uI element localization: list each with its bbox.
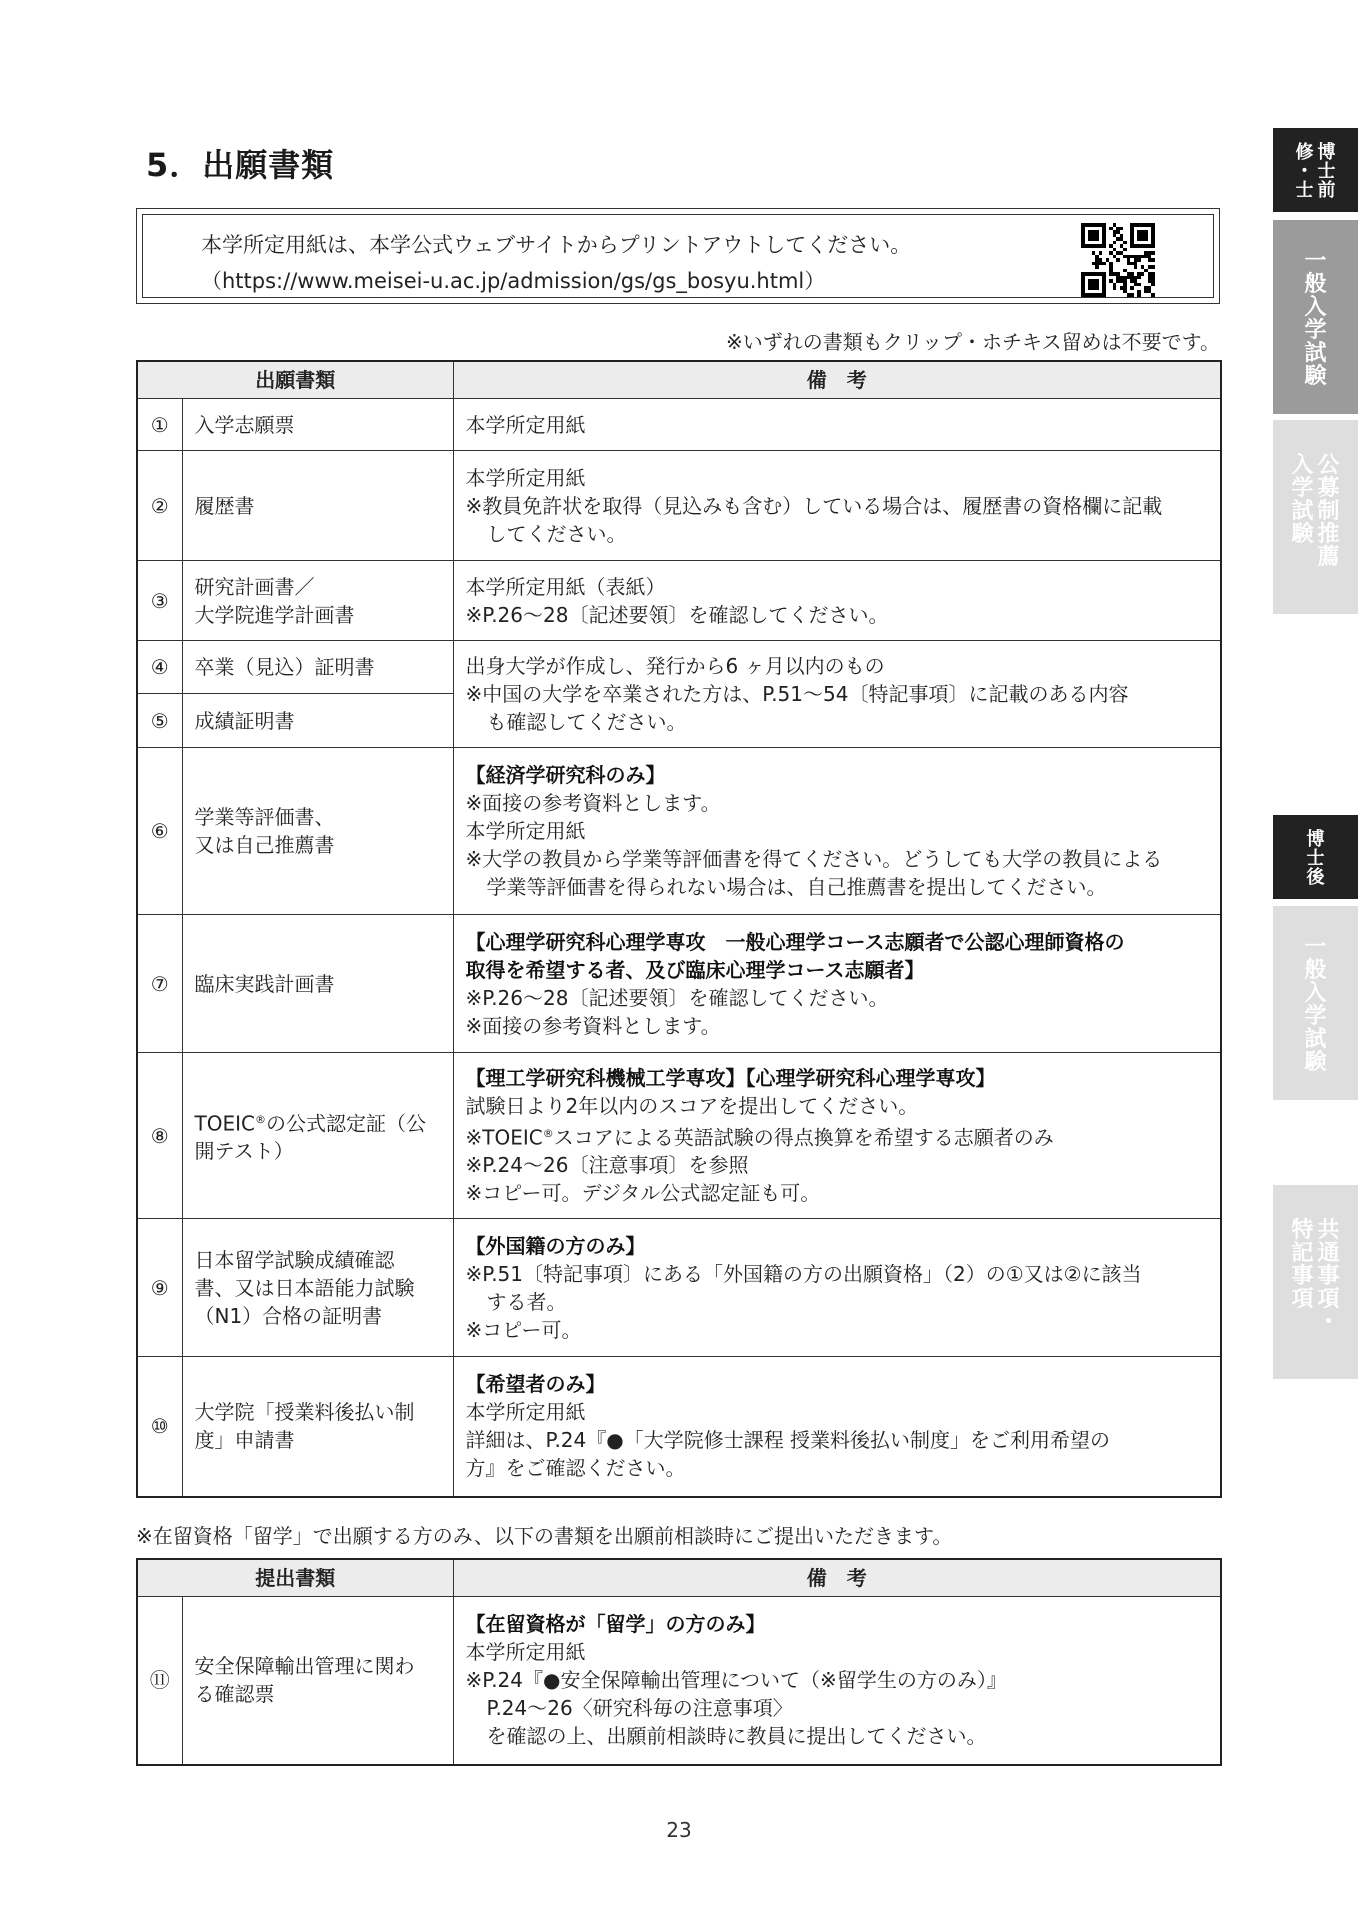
name-line: （N1）合格の証明書 — [194, 1303, 383, 1328]
side-tab-char: 学 — [1291, 476, 1314, 502]
side-tab-column — [1318, 144, 1336, 201]
name-line: 度」申請書 — [194, 1428, 295, 1453]
remark-text: スコアによる英語試験の得点換算を希望する志願者のみ — [553, 1125, 1054, 1150]
remark-line: 方』をご確認ください。 — [465, 1456, 686, 1481]
document-name — [182, 561, 453, 641]
side-tab-column — [1304, 936, 1326, 1075]
document-name — [182, 1053, 453, 1219]
table-header — [137, 361, 1221, 399]
name-line: 学業等評価書、 — [194, 805, 335, 829]
qr-module — [1095, 286, 1099, 290]
remark-heading: 【経済学研究科のみ】 — [465, 763, 666, 787]
remark-line: 学業等評価書を得られない場合は、自己推薦書を提出してください。 — [486, 875, 1107, 899]
side-tab[interactable] — [1273, 815, 1358, 899]
side-tab-char: 入 — [1304, 981, 1327, 1007]
side-tab-char: 事 — [1317, 1264, 1340, 1290]
name-line: 大学院「授業料後払い制 — [194, 1400, 415, 1425]
side-tab[interactable] — [1273, 906, 1358, 1100]
qr-module — [1130, 286, 1134, 290]
side-tab-char: 験 — [1304, 1050, 1327, 1076]
qr-module — [1141, 272, 1145, 276]
side-tab-char: 推 — [1317, 522, 1340, 548]
side-tab-char: 項 — [1317, 1287, 1340, 1313]
remark-line: ※面接の参考資料とします。 — [465, 1013, 721, 1038]
side-tab-char: 試 — [1291, 499, 1314, 525]
document-name: 入学志願票 — [182, 399, 453, 451]
document-name: 履歴書 — [182, 451, 453, 561]
remark-line: 本学所定用紙 — [465, 1640, 586, 1665]
qr-module — [1137, 258, 1141, 262]
qr-module — [1151, 265, 1155, 269]
side-tab-label — [1291, 454, 1339, 569]
row-number: ⑩ — [137, 1357, 182, 1497]
name-line: 又は自己推薦書 — [194, 833, 335, 857]
document-name — [182, 1597, 453, 1765]
side-tab-column — [1296, 144, 1314, 201]
application-documents-table — [136, 360, 1222, 1498]
remark-line: 詳細は、P.24『●「大学院修士課程 授業料後払い制度」をご利用希望の — [465, 1428, 1111, 1453]
side-tab-char: 士 — [1295, 179, 1314, 201]
qr-module — [1130, 293, 1134, 297]
row-number: ④ — [137, 641, 182, 694]
qr-module — [1102, 244, 1106, 248]
name-line: 大学院進学計画書 — [194, 602, 355, 627]
remark-heading: 【外国籍の方のみ】 — [465, 1233, 646, 1258]
table-row — [137, 641, 1221, 694]
remark-line: 本学所定用紙 — [465, 412, 586, 437]
remark-line: を確認の上、出願前相談時に教員に提出してください。 — [486, 1724, 987, 1749]
remark-line: ※コピー可。デジタル公式認定証も可。 — [465, 1181, 821, 1206]
remark-line — [466, 1120, 1211, 1152]
qr-module — [1116, 258, 1120, 262]
remarks — [453, 1219, 1221, 1357]
row-number: ⑥ — [137, 748, 182, 915]
side-tab-char: 士 — [1317, 160, 1336, 182]
remarks — [453, 1357, 1221, 1497]
side-tab-char: 博 — [1306, 829, 1325, 850]
qr-module — [1137, 283, 1141, 287]
table-row — [137, 1597, 1221, 1765]
remark-text: ※TOEIC — [465, 1125, 543, 1150]
remark-line: ※コピー可。 — [465, 1317, 582, 1342]
qr-module — [1137, 276, 1141, 280]
remark-line: 本学所定用紙 — [465, 1400, 586, 1425]
notice-text: 本学所定用紙は、本学公式ウェブサイトからプリントアウトしてください。 — [201, 233, 912, 257]
qr-module — [1113, 286, 1117, 290]
name-line — [195, 1106, 445, 1138]
qr-module — [1151, 283, 1155, 287]
name-text: TOEIC — [194, 1111, 255, 1136]
qr-module — [1095, 237, 1099, 241]
side-tab-char: 事 — [1291, 1264, 1314, 1290]
remarks — [453, 399, 1221, 451]
side-tab-column — [1318, 1219, 1340, 1334]
name-line: 書、又は日本語能力試験 — [194, 1275, 415, 1300]
document-name: 臨床実践計画書 — [182, 915, 453, 1053]
remark-line: 本学所定用紙 — [465, 819, 586, 843]
remarks — [453, 451, 1221, 561]
side-tab-char: 一 — [1304, 935, 1327, 960]
side-tab-char: 共 — [1317, 1218, 1340, 1243]
document-name: 卒業（見込）証明書 — [182, 641, 453, 694]
qr-code-icon — [1081, 223, 1155, 297]
remark-line: ※面接の参考資料とします。 — [465, 791, 721, 815]
page-number: 23 — [666, 1818, 692, 1842]
remarks — [453, 748, 1221, 915]
qr-module — [1102, 262, 1106, 266]
table-row — [137, 451, 1221, 561]
side-tab-char: 入 — [1291, 453, 1314, 478]
qr-module — [1151, 258, 1155, 262]
remark-line: 出身大学が作成し、発行から6 ヶ月以内のもの — [465, 654, 885, 678]
side-tab[interactable] — [1273, 128, 1358, 212]
side-tab-char: 前 — [1317, 179, 1336, 201]
remark-line: ※P.51〔特記事項〕にある「外国籍の方の出願資格」（2）の①又は②に該当 — [465, 1261, 1142, 1286]
side-tab-char: 後 — [1306, 866, 1325, 888]
side-tab-char: 公 — [1317, 453, 1340, 478]
section-heading: 5．出願書類 — [146, 146, 335, 184]
row-number: ③ — [137, 561, 182, 641]
side-tab-char: 薦 — [1317, 545, 1340, 571]
side-tab-char: 募 — [1317, 476, 1340, 502]
name-line: る確認票 — [194, 1682, 275, 1707]
qr-module — [1137, 293, 1141, 297]
table-header — [137, 1559, 1221, 1597]
side-tab-label — [1307, 831, 1325, 888]
side-tab-char: ・ — [1317, 1310, 1340, 1336]
remark-line: P.24〜26〈研究科毎の注意事項〉 — [486, 1696, 793, 1721]
row-number: ⑦ — [137, 915, 182, 1053]
document-name — [182, 1357, 453, 1497]
notice-url[interactable]: （https://www.meisei-u.ac.jp/admission/gs/gs_bosyu.html） — [201, 269, 826, 293]
side-tab[interactable] — [1273, 220, 1358, 414]
row-number: ⑤ — [137, 694, 182, 748]
study-visa-documents-table — [136, 1558, 1222, 1766]
name-line: 研究計画書／ — [194, 574, 315, 599]
remark-line: ※教員免許状を取得（見込みも含む）している場合は、履歴書の資格欄に記載 — [465, 493, 1163, 518]
side-tab-label — [1296, 144, 1336, 201]
side-tab-char: 博 — [1317, 142, 1336, 163]
side-tab-column — [1291, 1219, 1313, 1334]
side-tab-char: ・ — [1295, 160, 1314, 182]
qr-module — [1120, 227, 1124, 231]
side-tab-char: 試 — [1304, 341, 1327, 367]
remark-line: ※P.24『●安全保障輸出管理について（※留学生の方のみ）』 — [465, 1668, 1007, 1693]
remarks — [453, 561, 1221, 641]
clip-note: ※いずれの書類もクリップ・ホチキス留めは不要です。 — [726, 330, 1220, 354]
table-row — [137, 915, 1221, 1053]
side-tab-char: 通 — [1317, 1241, 1340, 1267]
qr-module — [1151, 244, 1155, 248]
name-text: の公式認定証（公 — [265, 1111, 426, 1136]
remark-heading: 取得を希望する者、及び臨床心理学コース志願者】 — [465, 957, 925, 982]
side-tab-label — [1291, 1219, 1339, 1334]
side-tab-char: 特 — [1291, 1218, 1314, 1243]
side-tab-char: 記 — [1291, 1241, 1314, 1267]
remark-line: してください。 — [486, 521, 627, 546]
remarks — [453, 1597, 1221, 1765]
qr-module — [1099, 251, 1103, 255]
remark-line: も確認してください。 — [486, 710, 687, 734]
qr-module — [1095, 265, 1099, 269]
side-tab-char: 試 — [1304, 1027, 1327, 1053]
side-tab-label — [1304, 250, 1326, 389]
qr-module — [1134, 265, 1138, 269]
document-name — [182, 1219, 453, 1357]
table-row — [137, 399, 1221, 451]
side-tab-char: 般 — [1304, 958, 1327, 984]
side-tab-label — [1304, 936, 1326, 1075]
remark-line: ※P.26〜28〔記述要領〕を確認してください。 — [465, 985, 889, 1010]
side-tab-column — [1304, 250, 1326, 389]
side-tab-char: 入 — [1304, 295, 1327, 321]
remark-line: 試験日より2年以内のスコアを提出してください。 — [465, 1093, 919, 1118]
name-line: 開テスト） — [194, 1139, 294, 1164]
table-row — [137, 1053, 1221, 1219]
row-number: ② — [137, 451, 182, 561]
header-remarks: 備 考 — [453, 1559, 1221, 1597]
remark-heading: 【希望者のみ】 — [465, 1372, 606, 1397]
study-visa-note: ※在留資格「留学」で出願する方のみ、以下の書類を出願前相談時にご提出いただきます。 — [136, 1524, 953, 1548]
remark-line: 本学所定用紙 — [465, 465, 586, 490]
header-remarks: 備 考 — [453, 361, 1221, 399]
row-number: ① — [137, 399, 182, 451]
remarks — [453, 1053, 1221, 1219]
qr-module — [1113, 241, 1117, 245]
name-line: 日本留学試験成績確認 — [194, 1247, 395, 1272]
table-row — [137, 561, 1221, 641]
registered-mark: ® — [542, 1126, 554, 1140]
side-tab-char: 制 — [1317, 499, 1340, 525]
notice-box — [136, 208, 1220, 304]
side-tab[interactable] — [1273, 420, 1358, 614]
qr-module — [1151, 293, 1155, 297]
document-name: 成績証明書 — [182, 694, 453, 748]
side-tab-char: 般 — [1304, 272, 1327, 298]
remark-line: ※大学の教員から学業等評価書を得てください。どうしても大学の教員による — [465, 847, 1163, 871]
side-tab-char: 学 — [1304, 1004, 1327, 1030]
remark-line: 本学所定用紙（表紙） — [465, 574, 666, 599]
header-documents: 出願書類 — [137, 361, 453, 399]
row-number: ⑨ — [137, 1219, 182, 1357]
name-line: 安全保障輸出管理に関わ — [194, 1654, 415, 1679]
document-name — [182, 748, 453, 915]
remark-heading: 【在留資格が「留学」の方のみ】 — [465, 1612, 766, 1637]
remarks — [453, 915, 1221, 1053]
row-number: ⑧ — [137, 1053, 182, 1219]
table-row — [137, 748, 1221, 915]
registered-mark: ® — [254, 1112, 266, 1126]
side-tab-char: 士 — [1306, 847, 1325, 869]
remarks — [453, 641, 1221, 748]
remark-heading: 【心理学研究科心理学専攻 一般心理学コース志願者で公認心理師資格の — [465, 929, 1125, 954]
remark-line: する者。 — [486, 1289, 567, 1314]
side-tab[interactable] — [1273, 1185, 1358, 1379]
row-number: ⑪ — [137, 1597, 182, 1765]
remark-line: ※P.24〜26〔注意事項〕を参照 — [465, 1153, 749, 1178]
remark-line: ※中国の大学を卒業された方は、P.51〜54〔特記事項〕に記載のある内容 — [465, 682, 1129, 706]
qr-module — [1144, 237, 1148, 241]
qr-module — [1151, 251, 1155, 255]
side-tab-column — [1318, 454, 1340, 569]
remark-heading: 【理工学研究科機械工学専攻】【心理学研究科心理学専攻】 — [465, 1065, 996, 1090]
remark-line: ※P.26〜28〔記述要領〕を確認してください。 — [465, 602, 889, 627]
side-tab-char: 一 — [1304, 249, 1327, 274]
qr-module — [1123, 248, 1127, 252]
side-tab-char: 学 — [1304, 318, 1327, 344]
table-row — [137, 1219, 1221, 1357]
qr-module — [1123, 241, 1127, 245]
side-tab-char: 修 — [1295, 142, 1314, 163]
side-tab-column — [1307, 831, 1325, 888]
side-tab-char: 験 — [1291, 522, 1314, 548]
side-tab-column — [1291, 454, 1313, 569]
table-row — [137, 1357, 1221, 1497]
side-tab-char: 験 — [1304, 364, 1327, 390]
side-tab-char: 項 — [1291, 1287, 1314, 1313]
header-submitted-documents: 提出書類 — [137, 1559, 453, 1597]
notice-inner-frame — [142, 214, 1214, 298]
qr-module — [1102, 293, 1106, 297]
